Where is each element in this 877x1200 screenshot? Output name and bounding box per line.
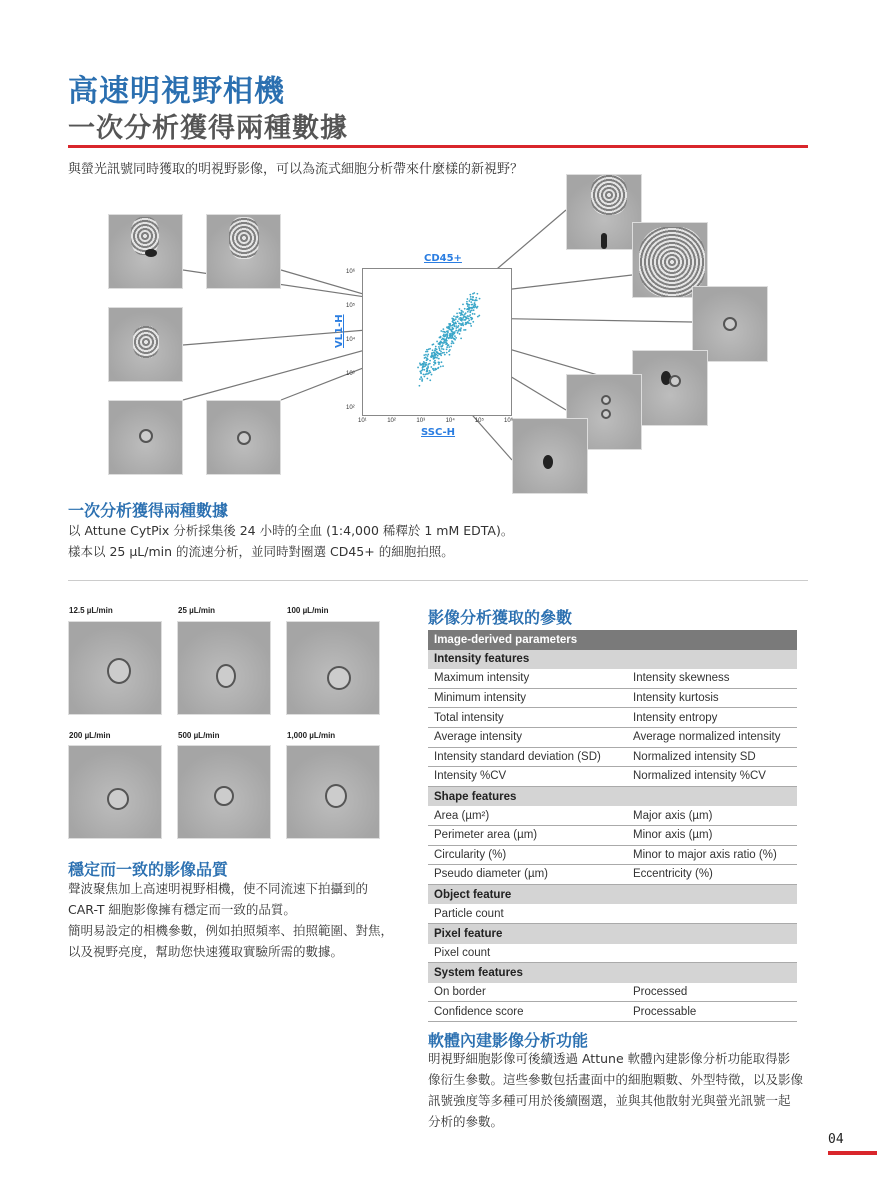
cell-image (206, 400, 281, 475)
data-point (465, 312, 467, 314)
table-row (428, 846, 797, 866)
data-point (419, 385, 421, 387)
data-point (433, 357, 435, 359)
y-tick-label: 10³ (346, 371, 355, 377)
data-point (452, 321, 454, 323)
data-point (476, 300, 478, 302)
data-point (462, 322, 464, 324)
data-point (434, 350, 436, 352)
data-point (470, 296, 472, 298)
table-group-header (428, 963, 797, 983)
table-cell: Intensity skewness (633, 672, 730, 685)
data-point (436, 349, 438, 351)
data-point (431, 374, 433, 376)
table-row (428, 865, 797, 885)
page-number-bar (828, 1151, 877, 1155)
data-point (437, 355, 439, 357)
data-point (419, 362, 421, 364)
data-point (446, 346, 448, 348)
data-point (477, 306, 479, 308)
table-cell: Intensity entropy (633, 711, 718, 724)
data-point (434, 360, 436, 362)
data-point (458, 325, 460, 327)
data-point (465, 318, 467, 320)
table-cell: Pseudo diameter (µm) (434, 868, 549, 881)
data-point (448, 346, 450, 348)
section1-body (68, 520, 513, 562)
page-title: 高速明視野相機 (68, 74, 285, 109)
flow-image (286, 745, 380, 839)
data-point (440, 330, 442, 332)
table-cell: Area (µm²) (434, 809, 490, 822)
data-point (440, 336, 442, 338)
page-subtitle: 一次分析獲得兩種數據 (68, 113, 348, 144)
data-point (447, 327, 449, 329)
flow-rate-label: 100 µL/min (287, 606, 329, 615)
data-point (475, 306, 477, 308)
data-point (447, 344, 449, 346)
group-label: Pixel feature (434, 927, 503, 940)
data-point (453, 338, 455, 340)
group-label: Object feature (434, 888, 512, 901)
data-point (431, 355, 433, 357)
table-cell: Average normalized intensity (633, 731, 781, 744)
data-point (455, 318, 457, 320)
data-point (467, 311, 469, 313)
data-point (467, 298, 469, 300)
data-point (475, 297, 477, 299)
data-point (450, 346, 452, 348)
x-tick-label: 10⁴ (445, 418, 455, 424)
data-point (472, 293, 474, 295)
data-point (465, 329, 467, 331)
table-row (428, 708, 797, 728)
data-point (427, 355, 429, 357)
data-point (474, 313, 476, 315)
data-point (441, 342, 443, 344)
data-point (445, 333, 447, 335)
data-point (470, 298, 472, 300)
y-tick-label: 10⁶ (346, 269, 356, 275)
data-point (479, 298, 481, 300)
data-point (459, 308, 461, 310)
data-point (446, 348, 448, 350)
data-point (454, 335, 456, 337)
data-point (460, 327, 462, 329)
flow-image (177, 745, 271, 839)
data-point (442, 365, 444, 367)
data-point (425, 354, 427, 356)
flow-rate-label: 12.5 µL/min (69, 606, 113, 615)
data-point (472, 299, 474, 301)
section2-title: 穩定而一致的影像品質 (68, 860, 229, 879)
y-tick-label: 10⁵ (346, 303, 356, 309)
data-point (435, 346, 437, 348)
data-point (471, 318, 473, 320)
data-point (422, 369, 424, 371)
data-point (425, 356, 427, 358)
section1-line: 樣本以 25 µL/min 的流速分析，並同時對圈選 CD45+ 的細胞拍照。 (68, 544, 454, 559)
data-point (457, 321, 459, 323)
data-point (452, 341, 454, 343)
data-point (430, 366, 432, 368)
data-point (435, 353, 437, 355)
table-cell: Total intensity (434, 711, 504, 724)
table-row (428, 904, 797, 924)
data-point (448, 328, 450, 330)
table-cell: Processable (633, 1005, 697, 1018)
data-point (428, 363, 430, 365)
data-point (422, 366, 424, 368)
data-point (448, 326, 450, 328)
table-cell: Eccentricity (%) (633, 868, 713, 881)
table-row (428, 767, 797, 787)
data-point (426, 349, 428, 351)
data-point (474, 304, 476, 306)
data-point (441, 348, 443, 350)
data-point (468, 318, 470, 320)
flow-rate-label: 25 µL/min (178, 606, 216, 615)
cell-image (108, 214, 183, 289)
table-cell: Minor to major axis ratio (%) (633, 848, 777, 861)
table-cell: Intensity standard deviation (SD) (434, 750, 601, 763)
table-cell: Minor axis (µm) (633, 829, 713, 842)
data-point (419, 364, 421, 366)
data-point (424, 365, 426, 367)
data-point (453, 323, 455, 325)
data-point (476, 293, 478, 295)
data-point (424, 376, 426, 378)
table-row (428, 983, 797, 1003)
cell-image (108, 307, 183, 382)
data-point (440, 366, 442, 368)
data-point (460, 310, 462, 312)
data-point (452, 335, 454, 337)
data-point (472, 313, 474, 315)
data-point (441, 361, 443, 363)
data-point (473, 309, 475, 311)
data-point (446, 352, 448, 354)
data-point (459, 333, 461, 335)
data-point (468, 300, 470, 302)
data-point (425, 362, 427, 364)
scatter-plot-area (362, 268, 512, 416)
table-row (428, 1002, 797, 1022)
table-cell: Particle count (434, 907, 504, 920)
data-point (432, 368, 434, 370)
data-point (466, 308, 468, 310)
data-point (466, 303, 468, 305)
flow-rate-label: 500 µL/min (178, 731, 220, 740)
data-point (456, 312, 458, 314)
table-cell: On border (434, 985, 486, 998)
data-point (442, 331, 444, 333)
flow-rate-label: 200 µL/min (69, 731, 111, 740)
data-point (438, 343, 440, 345)
table-cell: Perimeter area (µm) (434, 829, 538, 842)
scatter-points (363, 269, 511, 415)
data-point (425, 351, 427, 353)
data-point (460, 330, 462, 332)
data-point (460, 337, 462, 339)
data-point (427, 353, 429, 355)
data-point (440, 351, 442, 353)
table-cell: Pixel count (434, 946, 491, 959)
data-point (444, 331, 446, 333)
table-cell: Average intensity (434, 731, 523, 744)
section2-line: 聲波聚焦加上高速明視野相機，使不同流速下拍攝到的 (68, 881, 369, 896)
table-cell: Processed (633, 985, 688, 998)
table-header (428, 630, 797, 650)
section3-line: 分析的參數。 (428, 1114, 504, 1129)
section-divider (68, 580, 808, 581)
data-point (428, 348, 430, 350)
data-point (439, 353, 441, 355)
page-number: 04 (828, 1132, 844, 1147)
x-tick-label: 10⁶ (504, 418, 514, 424)
x-tick-label: 10³ (416, 418, 426, 424)
data-point (466, 321, 468, 323)
flow-image (68, 745, 162, 839)
data-point (422, 363, 424, 365)
data-point (467, 305, 469, 307)
y-tick-label: 10⁴ (346, 337, 356, 343)
data-point (470, 323, 472, 325)
data-point (455, 325, 457, 327)
data-point (425, 364, 427, 366)
data-point (438, 363, 440, 365)
data-point (442, 328, 444, 330)
group-label: Intensity features (434, 653, 530, 666)
data-point (445, 338, 447, 340)
data-point (427, 367, 429, 369)
data-point (437, 367, 439, 369)
data-point (421, 380, 423, 382)
data-point (472, 306, 474, 308)
data-point (466, 301, 468, 303)
flow-image (68, 621, 162, 715)
data-point (464, 316, 466, 318)
data-point (452, 333, 454, 335)
data-point (470, 325, 472, 327)
data-point (457, 330, 459, 332)
x-tick-label: 10⁵ (474, 418, 484, 424)
data-point (443, 352, 445, 354)
data-point (426, 378, 428, 380)
data-point (449, 354, 451, 356)
section2-line: 簡明易設定的相機參數，例如拍照頻率、拍照範圍、對焦， (68, 923, 394, 938)
intro-question: 與螢光訊號同時獲取的明視野影像，可以為流式細胞分析帶來什麼樣的新視野？ (68, 162, 524, 177)
data-point (453, 318, 455, 320)
data-point (433, 352, 435, 354)
data-point (464, 323, 466, 325)
data-point (472, 304, 474, 306)
data-point (449, 325, 451, 327)
data-point (464, 308, 466, 310)
data-point (456, 316, 458, 318)
table-cell: Minimum intensity (434, 692, 527, 705)
table-cell: Confidence score (434, 1005, 524, 1018)
data-point (468, 319, 470, 321)
data-point (462, 317, 464, 319)
table-row (428, 728, 797, 748)
data-point (457, 332, 459, 334)
section3-body (428, 1048, 803, 1132)
table-header-label: Image-derived parameters (434, 633, 578, 646)
data-point (417, 367, 419, 369)
flow-image (286, 621, 380, 715)
table-cell: Intensity %CV (434, 770, 507, 783)
data-point (469, 311, 471, 313)
data-point (420, 372, 422, 374)
data-point (426, 370, 428, 372)
data-point (427, 358, 429, 360)
data-point (469, 294, 471, 296)
data-point (455, 330, 457, 332)
data-point (451, 325, 453, 327)
cell-image (512, 418, 588, 494)
x-tick-label: 10¹ (358, 418, 367, 424)
data-point (472, 296, 474, 298)
section3-line: 訊號強度等多種可用於後續圈選，並與其他散射光與螢光訊號一起 (428, 1093, 791, 1108)
data-point (429, 371, 431, 373)
data-point (462, 303, 464, 305)
data-point (443, 342, 445, 344)
table-row (428, 826, 797, 846)
cell-image (108, 400, 183, 475)
table-row (428, 944, 797, 964)
data-point (423, 369, 425, 371)
cell-image (206, 214, 281, 289)
data-point (419, 378, 421, 380)
x-axis-label: SSC-H (421, 427, 456, 438)
data-point (468, 322, 470, 324)
data-point (434, 369, 436, 371)
group-label: System features (434, 966, 523, 979)
table-group-header (428, 650, 797, 670)
plot-title: CD45+ (424, 253, 462, 264)
data-point (421, 378, 423, 380)
table-cell: Maximum intensity (434, 672, 530, 685)
data-point (433, 364, 435, 366)
data-point (427, 351, 429, 353)
section3-title: 軟體內建影像分析功能 (428, 1031, 589, 1050)
section1-title: 一次分析獲得兩種數據 (68, 501, 229, 520)
table-group-header (428, 787, 797, 807)
table-cell: Normalized intensity %CV (633, 770, 766, 783)
flow-image (177, 621, 271, 715)
data-point (445, 343, 447, 345)
data-point (455, 323, 457, 325)
data-point (455, 337, 457, 339)
data-point (470, 301, 472, 303)
data-point (469, 314, 471, 316)
data-point (439, 349, 441, 351)
data-point (438, 362, 440, 364)
params-table (428, 630, 797, 1022)
data-point (438, 358, 440, 360)
data-point (423, 374, 425, 376)
section2-line: CAR-T 細胞影像擁有穩定而一致的品質。 (68, 902, 296, 917)
data-point (438, 346, 440, 348)
table-cell: Intensity kurtosis (633, 692, 719, 705)
data-point (441, 339, 443, 341)
data-point (452, 327, 454, 329)
data-point (423, 354, 425, 356)
cell-image (566, 174, 642, 250)
y-tick-label: 10² (346, 405, 355, 411)
data-point (424, 374, 426, 376)
data-point (461, 314, 463, 316)
data-point (443, 348, 445, 350)
data-point (433, 361, 435, 363)
data-point (431, 352, 433, 354)
table-cell: Major axis (µm) (633, 809, 713, 822)
data-point (436, 341, 438, 343)
data-point (451, 331, 453, 333)
data-point (451, 343, 453, 345)
table-row (428, 689, 797, 709)
group-label: Shape features (434, 790, 517, 803)
data-point (436, 351, 438, 353)
section2-body (68, 878, 393, 962)
data-point (472, 321, 474, 323)
table-row (428, 806, 797, 826)
table-cell: Circularity (%) (434, 848, 507, 861)
data-point (459, 323, 461, 325)
y-axis-label: VL1-H (334, 314, 345, 348)
table-row (428, 669, 797, 689)
data-point (429, 379, 431, 381)
section2-line: 以及視野亮度，幫助您快速獲取實驗所需的數據。 (68, 944, 344, 959)
data-point (438, 348, 440, 350)
data-point (460, 319, 462, 321)
section1-line: 以 Attune CytPix 分析採集後 24 小時的全血 (1:4,000 稀釋於 1 mM EDTA)。 (68, 523, 514, 538)
cell-image (632, 350, 708, 426)
section3-line: 明視野細胞影像可後續透過 Attune 軟體內建影像分析功能取得影 (428, 1051, 791, 1066)
table-group-header (428, 924, 797, 944)
data-point (450, 333, 452, 335)
data-point (429, 360, 431, 362)
data-point (440, 346, 442, 348)
table-group-header (428, 885, 797, 905)
data-point (432, 349, 434, 351)
data-point (444, 354, 446, 356)
data-point (453, 315, 455, 317)
data-point (443, 333, 445, 335)
flow-rate-label: 1,000 µL/min (287, 731, 336, 740)
x-tick-label: 10² (387, 418, 396, 424)
table-row (428, 748, 797, 768)
section3-line: 像衍生參數。這些參數包括畫面中的細胞顆數、外型特徵，以及影像 (428, 1072, 804, 1087)
table-cell: Normalized intensity SD (633, 750, 756, 763)
data-point (478, 315, 480, 317)
data-point (449, 349, 451, 351)
data-point (433, 343, 435, 345)
data-point (447, 330, 449, 332)
data-point (460, 312, 462, 314)
data-point (435, 356, 437, 358)
params-title: 影像分析獲取的參數 (428, 608, 573, 627)
data-point (443, 338, 445, 340)
data-point (420, 376, 422, 378)
